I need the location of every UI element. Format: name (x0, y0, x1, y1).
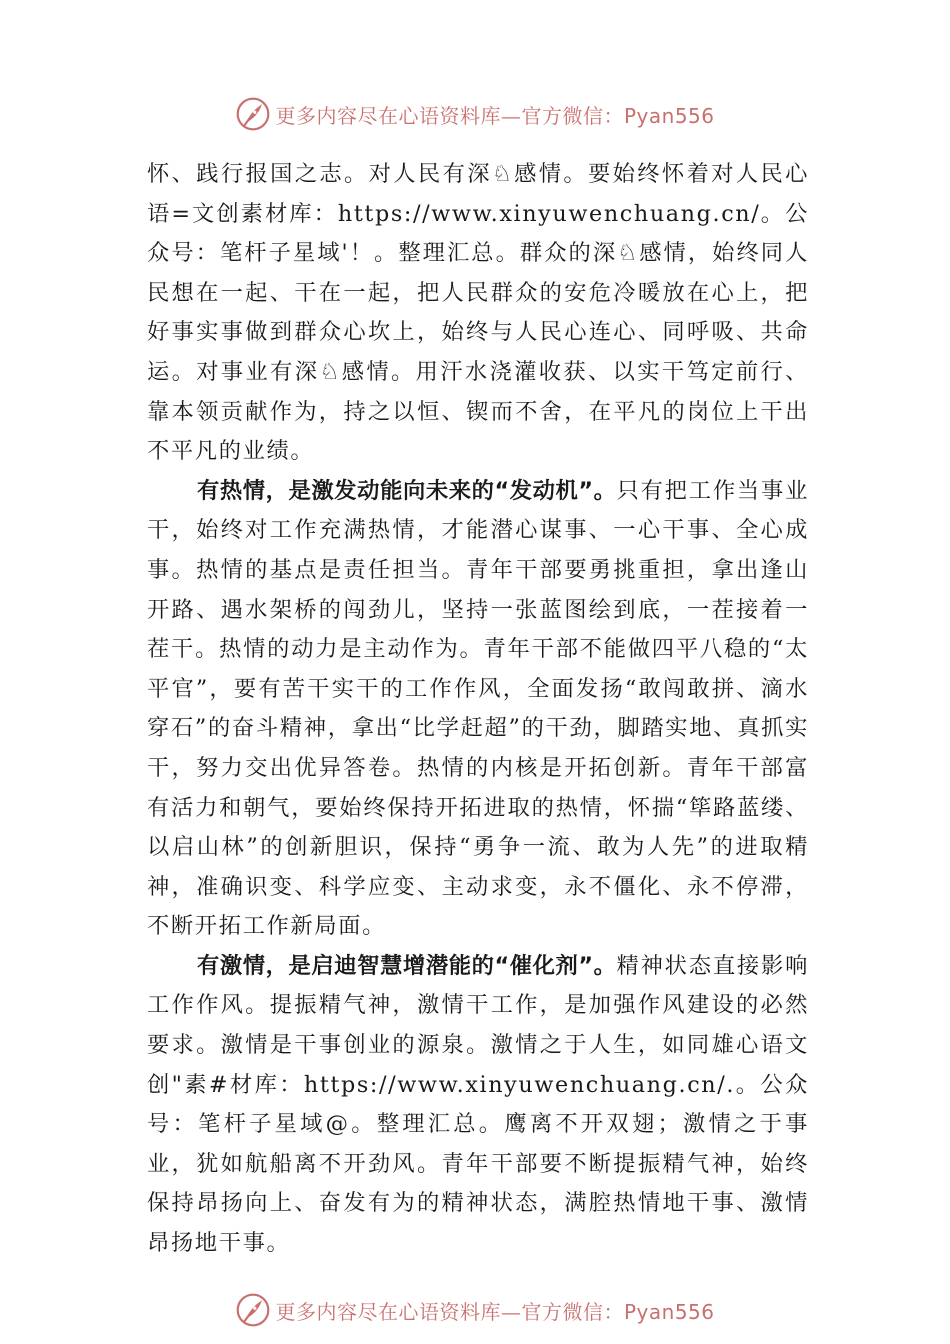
paragraph-2 (147, 472, 809, 947)
paragraph-3-text: 精神状态直接影响工作作风。提振精气神，激情干工作，是加强作风建设的必然要求。激情是干事创业的源泉。激情之于人生，如同雄心语文创"素#材库：https://www.xinyuwenchuang.cn/.。公众号：笔杆子星域@。整理汇总。鹰离不开双翅；激情之于事业，犹如航船离不开劲风。青年干部要不断提振精气神，始终保持昂扬向上、奋发有为的精神状态，满腔热情地干事、激情昂扬地干事。 (147, 952, 809, 1257)
footer-banner (0, 1290, 950, 1330)
document-body (147, 155, 809, 1264)
header-account: Pyan556 (623, 103, 715, 128)
paragraph-2-lead: 有热情，是激发动能向未来的“发动机”。 (197, 477, 617, 504)
paragraph-3-lead: 有激情，是启迪智慧增潜能的“催化剂”。 (197, 952, 617, 979)
header-banner (0, 94, 950, 134)
paragraph-1: 怀、践行报国之志。对人民有深♘感情。要始终怀着对人民心语=文创素材库：https://www.xinyuwenchuang.cn/。公众号：笔杆子星域'！。整理汇总。群众的深♘感情，始终同人民想在一起、干在一起，把人民群众的安危冷暖放在心上，把好事实事做到群众心坎上，始终与人民心连心、同呼吸、共命运。对事业有深♘感情。用汗水浇灌收获、以实干笃定前行、靠本领贡献作为，持之以恒、锲而不舍，在平凡的岗位上干出不平凡的业绩。 (147, 161, 809, 465)
footer-banner-text: 更多内容尽在心语资料库—官方微信：Pyan556 (275, 1299, 715, 1324)
paragraph-2-text: 只有把工作当事业干，始终对工作充满热情，才能潜心谋事、一心干事、全心成事。热情的基点是责任担当。青年干部要勇挑重担，拿出逢山开路、遇水架桥的闯劲儿，坚持一张蓝图绘到底，一茬接着一茬干。热情的动力是主动作为。青年干部不能做四平八稳的“太平官”，要有苦干实干的工作作风，全面发扬“敢闯敢拼、滴水穿石”的奋斗精神，拿出“比学赶超”的干劲，脚踏实地、真抓实干，努力交出优异答卷。热情的内核是开拓创新。青年干部富有活力和朝气，要始终保持开拓进取的热情，怀揣“筚路蓝缕、以启山林”的创新胆识，保持“勇争一流、敢为人先”的进取精神，准确识变、科学应变、主动求变，永不僵化、永不停滞，不断开拓工作新局面。 (147, 477, 809, 940)
footer-account: Pyan556 (623, 1299, 715, 1324)
pen-nib-logo-icon (235, 96, 271, 132)
paragraph-3 (147, 947, 809, 1264)
header-banner-text: 更多内容尽在心语资料库—官方微信：Pyan556 (275, 103, 715, 128)
pen-nib-logo-icon (235, 1292, 271, 1328)
